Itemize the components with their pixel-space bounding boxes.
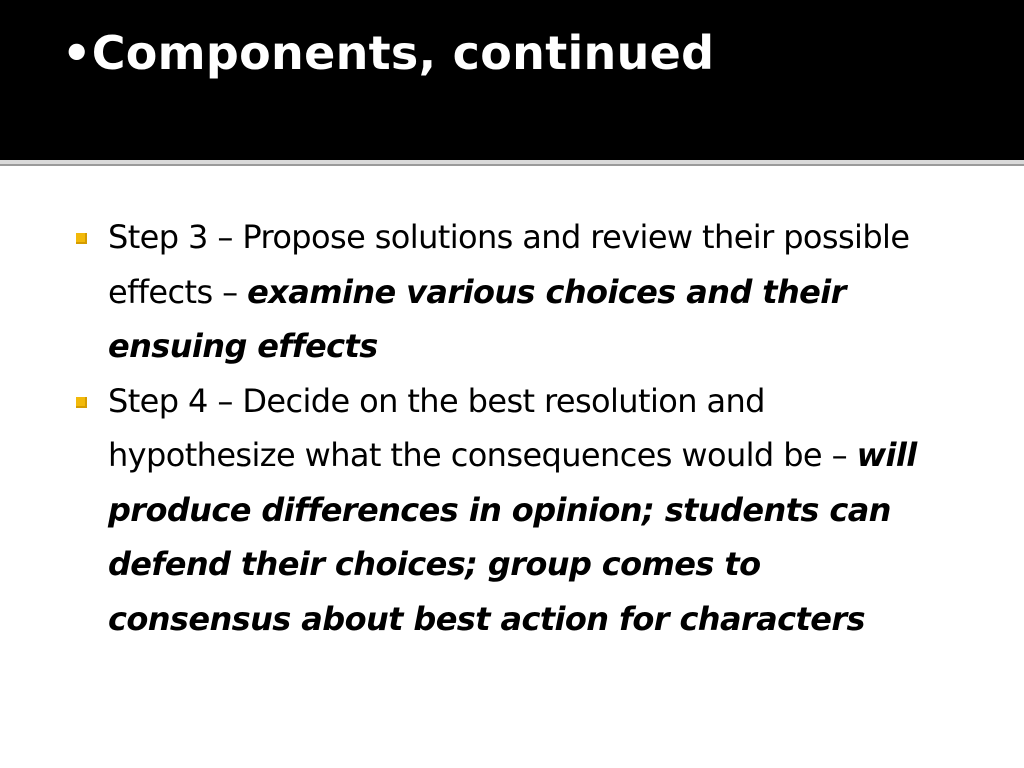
bullet-list xyxy=(76,210,946,646)
bullet-item-step-4 xyxy=(76,374,946,647)
square-bullet-icon xyxy=(76,233,87,244)
bullet-emphasis-text: will produce differences in opinion; students can defend their choices; group comes to consensus about best action for characters xyxy=(108,436,917,638)
title-band xyxy=(0,0,1024,160)
bullet-text: Step 3 – Propose solutions and review their possible effects – xyxy=(108,218,910,311)
title-divider-dark xyxy=(0,164,1024,166)
bullet-text: Step 4 – Decide on the best resolution and hypothesize what the consequences would be – xyxy=(108,381,857,474)
bullet-emphasis-text: examine various choices and their ensuing effects xyxy=(108,272,846,365)
slide-title: •Components, continued xyxy=(62,26,715,80)
square-bullet-icon xyxy=(76,397,87,408)
bullet-item-step-3 xyxy=(76,210,946,374)
